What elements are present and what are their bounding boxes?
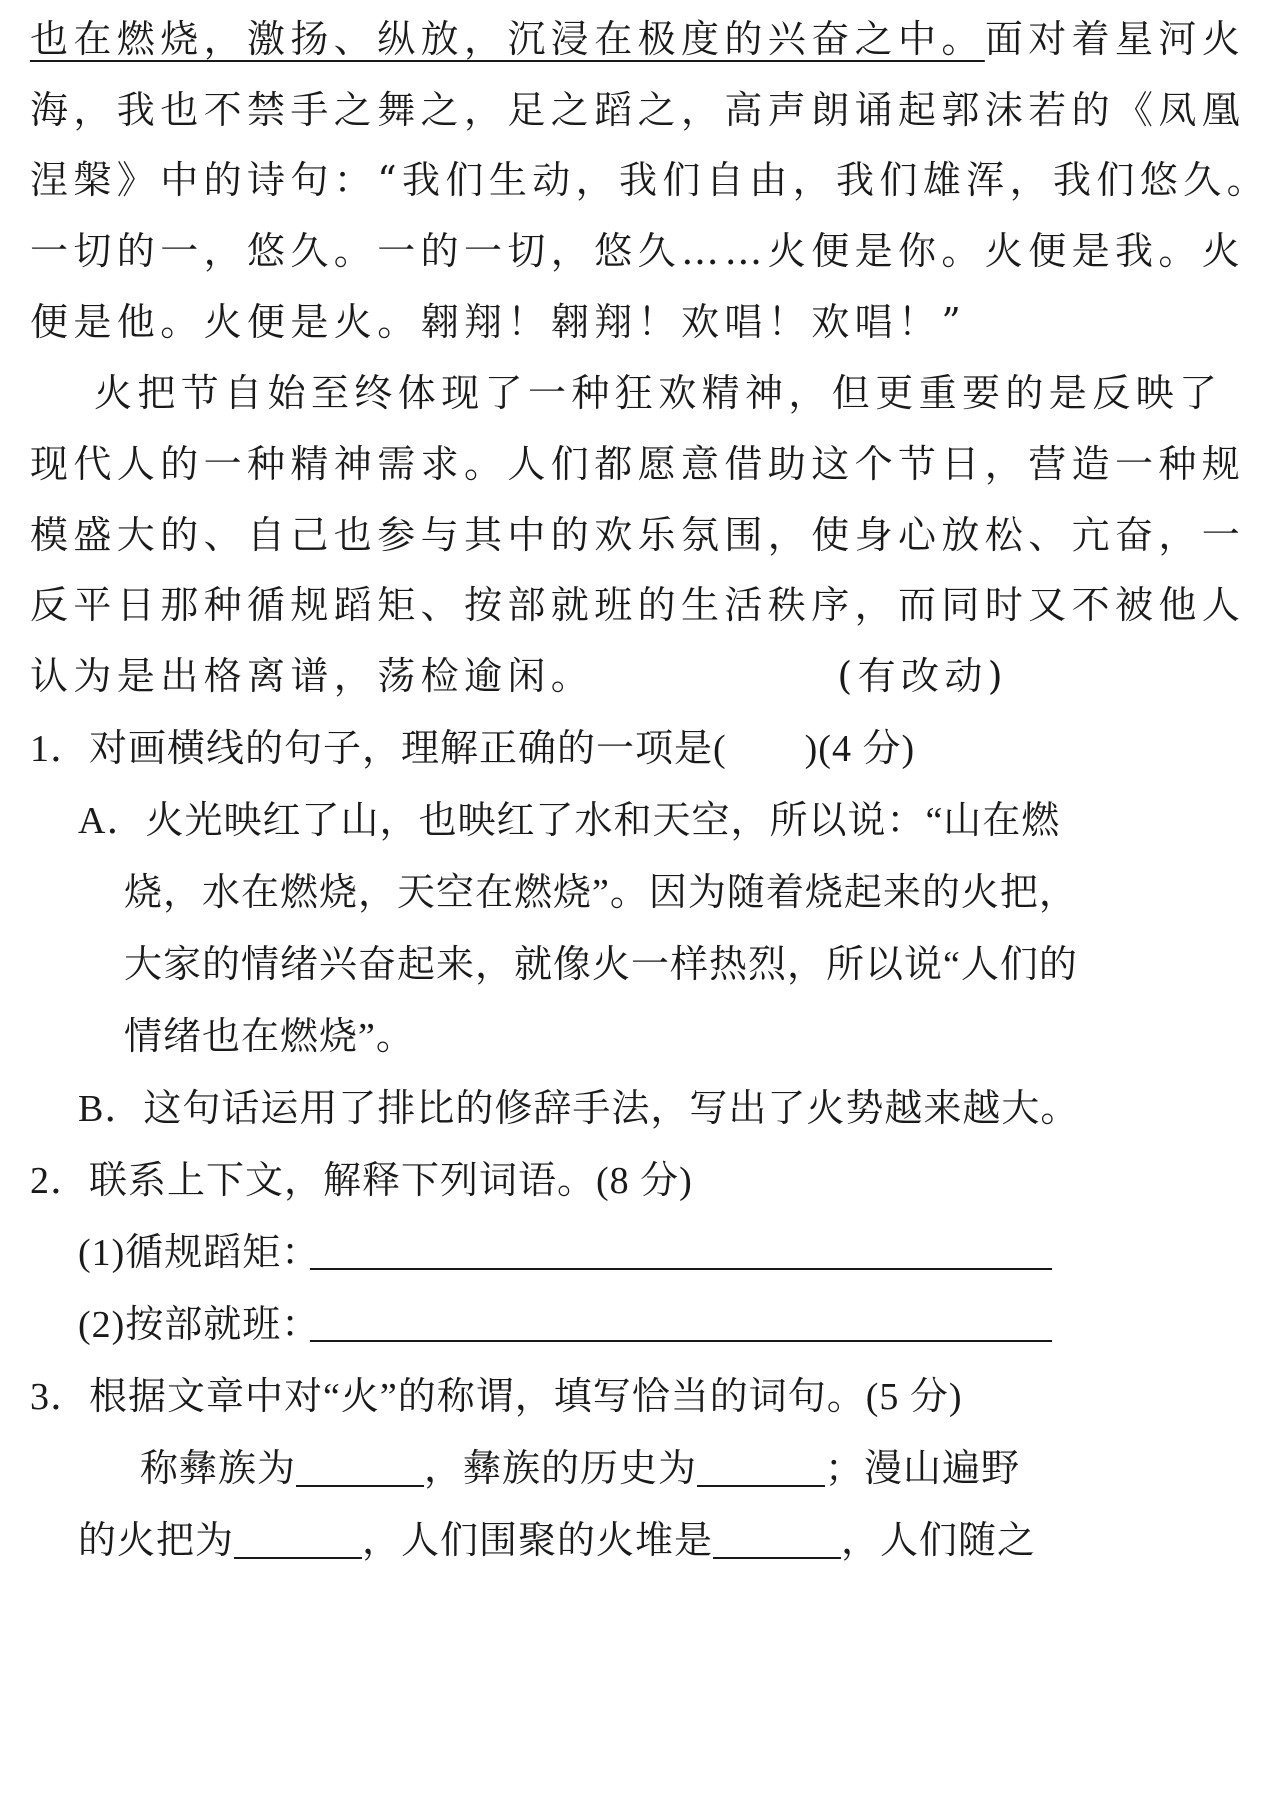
fill-text: ，人们随之 [841, 1520, 1037, 1562]
question-1-option-b[interactable]: B．这句话运用了排比的修辞手法，写出了火势越来越大。 [78, 1088, 1080, 1130]
question-1-option-a-cont: 情绪也在燃烧”。 [124, 1016, 415, 1058]
fill-blank[interactable] [296, 1445, 424, 1487]
question-2-item-2-label: (2)按部就班： [78, 1304, 321, 1346]
passage-line-2: 海，我也不禁手之舞之，足之蹈之，高声朗诵起郭沫若的《凤凰 [30, 88, 1246, 132]
question-3-fill-line-2 [78, 1514, 1058, 1568]
fill-blank[interactable] [697, 1445, 825, 1487]
answer-line-2[interactable] [310, 1340, 1052, 1342]
question-1-option-a-cont: 大家的情绪兴奋起来，就像火一样热烈，所以说“人们的 [124, 944, 1078, 986]
passage-line-10 [30, 649, 1050, 703]
passage-line-5: 便是他。火便是火。翱翔！翱翔！欢唱！欢唱！” [30, 300, 967, 344]
question-1-option-a-cont: 烧，水在燃烧，天空在燃烧”。因为随着烧起来的火把， [124, 872, 1078, 914]
passage-line-8: 模盛大的、自己也参与其中的欢乐氛围，使身心放松、亢奋，一 [30, 513, 1246, 557]
passage-line-1 [30, 12, 1246, 66]
passage-line-6: 火把节自始至终体现了一种狂欢精神，但更重要的是反映了 [94, 371, 1223, 415]
fill-text: 的火把为 [78, 1520, 235, 1562]
fill-text: ，彝族的历史为 [424, 1448, 698, 1490]
passage-text: 认为是出格离谱，荡检逾闲。 [30, 654, 595, 698]
fill-blank[interactable] [234, 1517, 362, 1559]
question-3-stem: 3．根据文章中对“火”的称谓，填写恰当的词句。(5 分) [30, 1376, 963, 1418]
fill-text: 称彝族为 [140, 1448, 297, 1490]
question-3-fill-line-1 [140, 1442, 1060, 1496]
fill-text: ，人们围聚的火堆是 [362, 1520, 714, 1562]
question-2-stem: 2．联系上下文，解释下列词语。(8 分) [30, 1160, 693, 1202]
answer-line-1[interactable] [310, 1268, 1052, 1270]
passage-line-4: 一切的一，悠久。一的一切，悠久……火便是你。火便是我。火 [30, 229, 1246, 273]
passage-text: 面对着星河火 [984, 17, 1246, 61]
fill-text: ；漫山遍野 [825, 1448, 1021, 1490]
underlined-sentence: 也在燃烧，激扬、纵放，沉浸在极度的兴奋之中。 [30, 17, 985, 61]
question-2-item-1-label: (1)循规蹈矩： [78, 1232, 321, 1274]
question-1-stem: 1．对画横线的句子，理解正确的一项是( )(4 分) [30, 728, 916, 770]
fill-blank[interactable] [713, 1517, 841, 1559]
passage-line-3: 涅槃》中的诗句：“我们生动，我们自由，我们雄浑，我们悠久。 [30, 158, 1270, 202]
source-note: (有改动) [837, 654, 1008, 698]
question-1-option-a[interactable]: A．火光映红了山，也映红了水和天空，所以说：“山在燃 [78, 800, 1061, 842]
passage-line-9: 反平日那种循规蹈矩、按部就班的生活秩序，而同时又不被他人 [30, 583, 1246, 627]
passage-line-7: 现代人的一种精神需求。人们都愿意借助这个节日，营造一种规 [30, 442, 1246, 486]
